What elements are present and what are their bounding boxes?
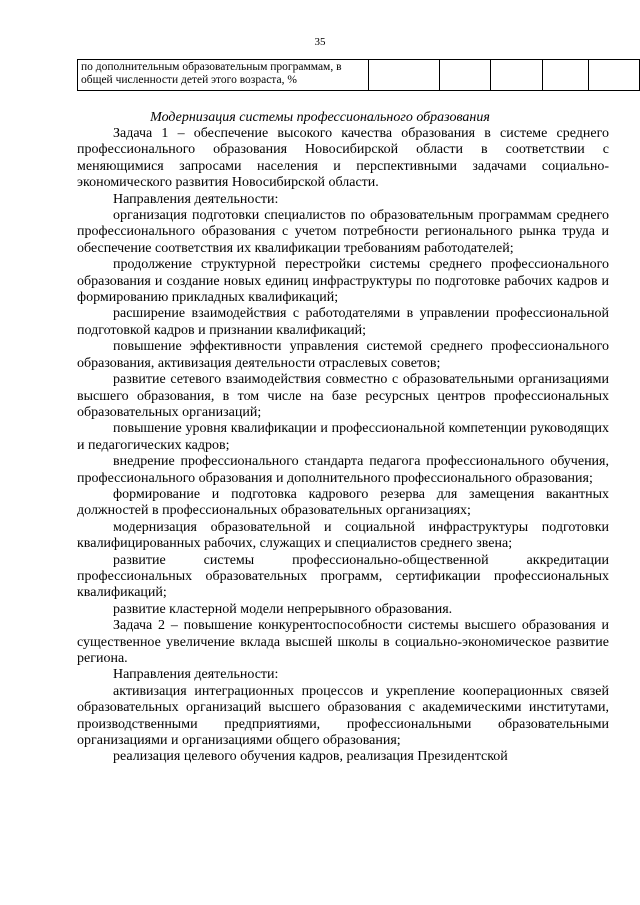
table-row: [78, 60, 640, 91]
paragraph: повышение уровня квалификации и профессиональной компетенции руководящих и педагогических кадров;: [77, 421, 609, 453]
paragraph: развитие системы профессионально-общественной аккредитации профессиональных образовательных программ, сертификации профессиональных квалификаций;: [77, 552, 609, 601]
page-number: 35: [314, 36, 326, 48]
paragraph: Направления деятельности:: [113, 667, 279, 683]
value-cell: [491, 60, 543, 91]
paragraph: активизация интеграционных процессов и укрепление кооперационных связей образовательных организаций высшего образования с академическими институтами, производственными предприятиями, профессиональными образовательными организациями и организациями общего образования;: [77, 683, 609, 749]
indicator-label-cell: по дополнительным образовательным программам, в общей численности детей этого возраста, %: [78, 60, 369, 91]
paragraph: формирование и подготовка кадрового резерва для замещения вакантных должностей в профессиональных образовательных организациях;: [77, 486, 609, 519]
paragraph: развитие сетевого взаимодействия совместно с образовательными организациями высшего образования, в том числе на базе ресурсных центров профессиональных образовательных организаций;: [77, 372, 609, 420]
indicator-table: [77, 59, 640, 91]
paragraph: повышение эффективности управления системой среднего профессионального образования, активизация деятельности отраслевых советов;: [77, 339, 609, 371]
section-title: Модернизация системы профессионального образования: [150, 110, 490, 125]
paragraph: продолжение структурной перестройки системы среднего профессионального образования и создание новых единиц инфраструктуры по подготовке рабочих кадров и формированию прикладных квалификаций;: [77, 257, 609, 306]
paragraph: модернизация образовательной и социальной инфраструктуры подготовки квалифицированных рабочих, служащих и специалистов среднего звена;: [77, 519, 609, 552]
value-cell: [439, 60, 491, 91]
paragraph: расширение взаимодействия с работодателями в управлении профессиональной подготовкой кадров и признании квалификаций;: [77, 306, 609, 338]
body-text: [77, 126, 609, 766]
paragraph: Направления деятельности:: [113, 191, 279, 207]
paragraph: Задача 2 – повышение конкурентоспособности системы высшего образования и существенное увеличение вклада высшей школы в социально-экономическое развитие региона.: [77, 618, 609, 666]
paragraph: реализация целевого обучения кадров, реализация Президентской: [113, 749, 508, 765]
value-cell: [543, 60, 589, 91]
paragraph: организация подготовки специалистов по образовательным программам среднего профессионального образования с учетом потребности регионального рынка труда и обеспечение соответствия их квалификации требованиям работодателей;: [77, 208, 609, 256]
paragraph: Задача 1 – обеспечение высокого качества образования в системе среднего профессионального образования Новосибирской области в соответствии с меняющимися запросами населения и перспективными задачами социально-экономического развития Новосибирской области.: [77, 126, 609, 191]
paragraph: внедрение профессионального стандарта педагога профессионального обучения, профессионального образования и дополнительного профессионального образования;: [77, 454, 609, 486]
value-cell: [369, 60, 439, 91]
paragraph: развитие кластерной модели непрерывного образования.: [113, 601, 453, 617]
value-cell: [589, 60, 640, 91]
